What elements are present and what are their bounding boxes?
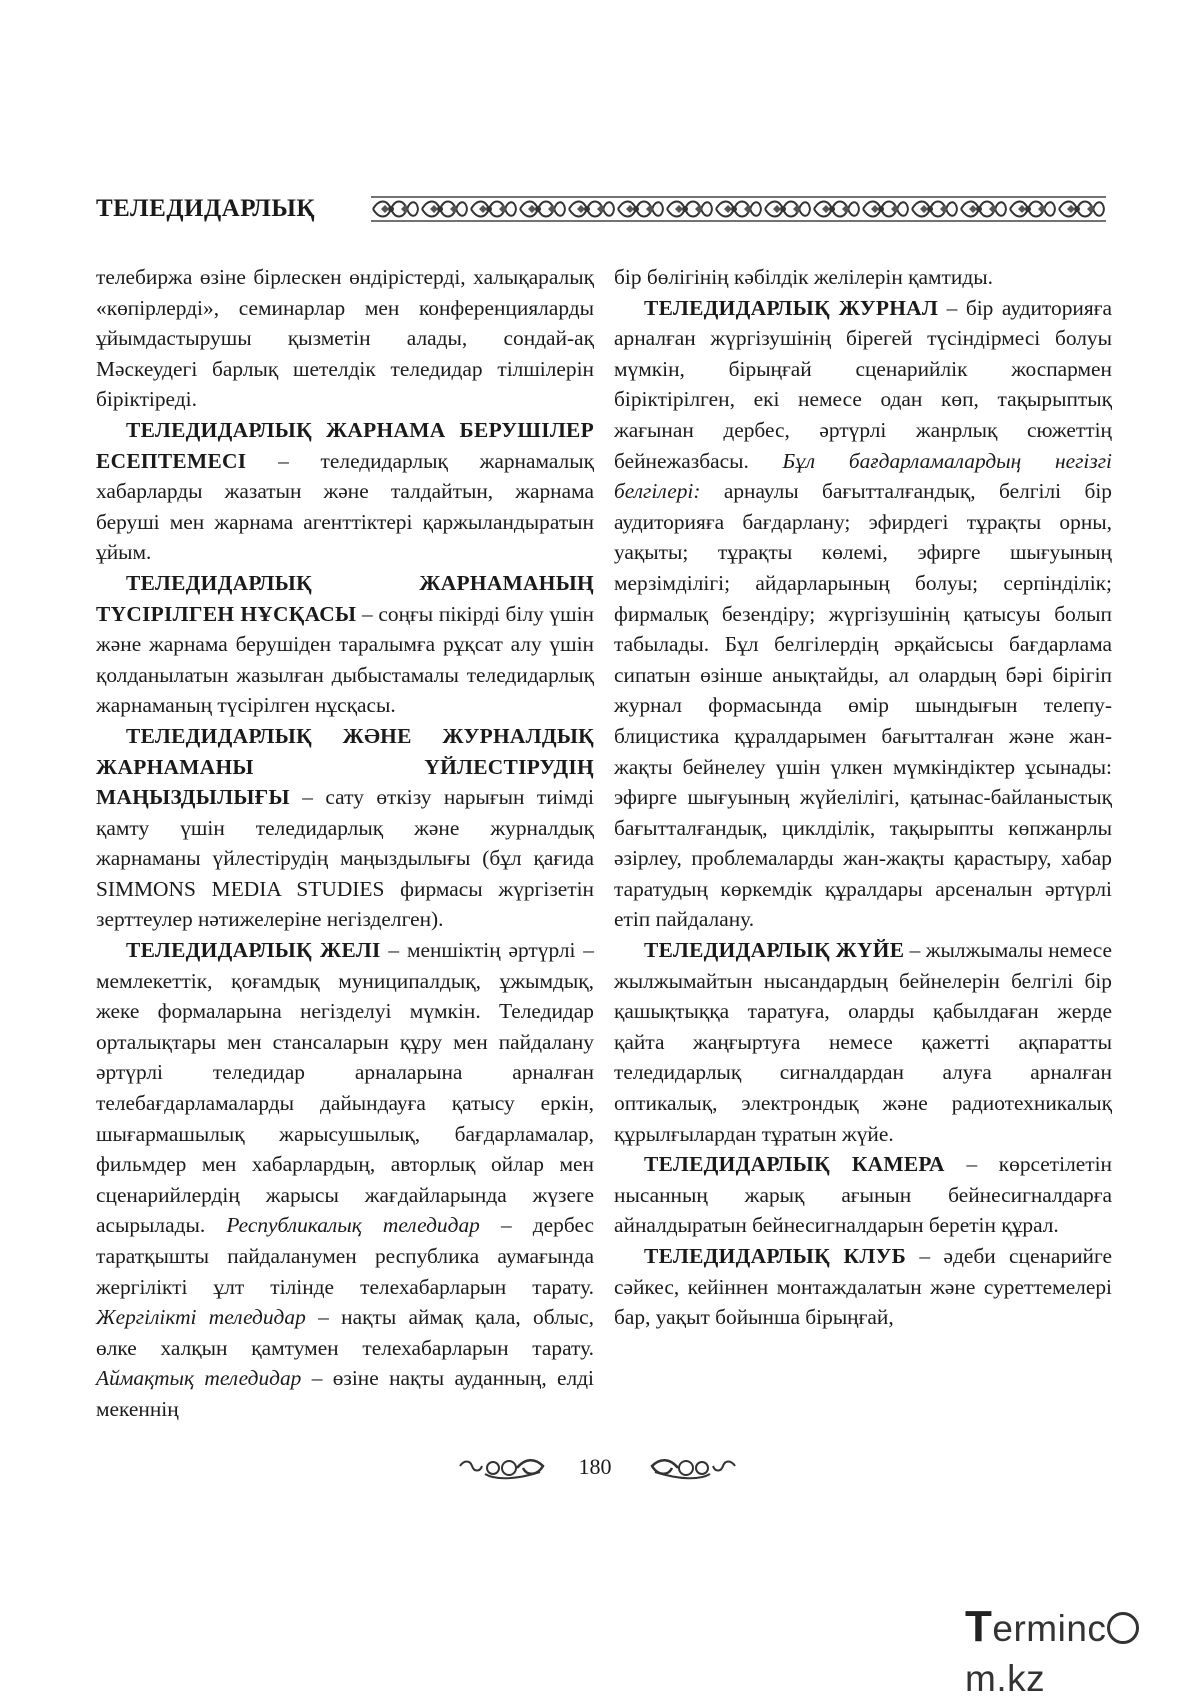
italic-subterm: Бұл бағдарламалардың негізгі белгілері: <box>614 448 1112 504</box>
running-header <box>96 192 1106 226</box>
italic-subterm: Жергілікті теледидар <box>96 1305 306 1330</box>
entry-paragraph: ТЕЛЕДИДАРЛЫҚ КЛУБ – әдеби сценарийге сәйкес, кейіннен монтаждалатын және суреттемелері бар, уақыт бойынша бірыңғай, <box>614 1244 1112 1330</box>
entry-paragraph: ТЕЛЕДИДАРЛЫҚ ЖАРНАМА БЕРУШІЛЕР ЕСЕПТЕМЕСІ – теледидарлық жарнамалық хабарларды жазатын және талдайтын, жарнама беруші мен жарнама агенттіктері қаржыландыратын ұйым. <box>96 417 594 565</box>
entry-paragraph: ТЕЛЕДИДАРЛЫҚ ЖУРНАЛ – бір аудиторияға арналған жүргізушінің бірегей түсіндірмесі болуы мүмкін, бірыңғай сценарийлік жоспармен біріктірілген, екі немесе одан көп, тақырыптық жағынан дербес, әртүрлі жанрлық сюжеттің бейнежазбасы. Бұл бағдарламалардың негізгі белгілері: арнаулы бағытталғандық, белгілі бір аудиторияға бағдарлану; эфирдегі тұрақты орны, уақыты; тұрақты көлемі, эфирге шығуының мерзімділігі; айдарларының болуы; серпінділік; фирмалық безендіру; жүргізушінің қатысуы болып табылады. Бұл белгілердің әрқайсысы бағдарлама сипатын өзінше анықтайды, ал олардың бәрі бірігіп журнал формасында өмір шындығын телепублицистика құралдарымен бағытталған және жан-жақты бейнелеу үшін үлкен мүмкіндіктер ұсынады: эфирге шығуының жүйелілігі, қатынас-байланыстық бағытталғандық, циклділік, тақырыпты көпжанрлы әзірлеу, проблемаларды жан-жақты қарастыру, хабар таратудың көркемдік құралдары арсеналын әртүрлі етіп пайдалану. <box>614 295 1112 932</box>
right-column <box>614 262 1112 1333</box>
entry-term: ТЕЛЕДИДАРЛЫҚ КЛУБ <box>644 1244 907 1268</box>
swirl-ornament-icon <box>455 1454 550 1482</box>
entry-paragraph: ТЕЛЕДИДАРЛЫҚ ЖАРНАМАНЫҢ ТҮСІРІЛГЕН НҰСҚАСЫ – соңғы пікірді білу үшін және жарнама берушіден таралымға рұқсат алу үшін қолданылатын жазылған дыбыстамалы теледидарлық жарнаманың түсірілген нұсқасы. <box>96 570 594 718</box>
entry-term: ТЕЛЕДИДАРЛЫҚ ЖУРНАЛ <box>644 295 939 320</box>
ornament-band-icon <box>371 196 1106 222</box>
italic-subterm: Республикалық теледидар <box>226 1213 480 1238</box>
entry-paragraph: ТЕЛЕДИДАРЛЫҚ ЖҮЙЕ – жылжымалы немесе жылжымайтын нысандардың бейнелерін белгілі бір қашықтыққа таратуға, оларды қабылдаған жерде қайта жаңғыртуға немесе қажетті ақпаратты теледидарлық сигналдардан алуға арналған оптикалық, электрондық және радиотехникалық құрылғылардан тұратын жүйе. <box>614 938 1112 1146</box>
paragraph: телебиржа өзіне бірлескен өндірістерді, халықаралық «көпірлерді», семинарлар мен конференцияларды ұйымдастырушы қызметін алады, сондай-ақ Мәскеудегі барлық шетелдік теледидар тілшілерін біріктіреді. <box>96 265 594 412</box>
entry-term: ТЕЛЕДИДАРЛЫҚ ЖАРНАМАНЫҢ ТҮСІРІЛГЕН НҰСҚАСЫ <box>96 570 594 626</box>
entry-term: ТЕЛЕДИДАРЛЫҚ КАМЕРА <box>644 1152 945 1177</box>
entry-term: ТЕЛЕДИДАРЛЫҚ ЖӘНЕ ЖУРНАЛДЫҚ ЖАРНАМАНЫ ҮЙЛЕСТІРУДІҢ МАҢЫЗДЫЛЫҒЫ <box>96 723 594 810</box>
entry-term: ТЕЛЕДИДАРЛЫҚ ЖАРНАМА БЕРУШІЛЕР ЕСЕПТЕМЕСІ <box>96 417 594 473</box>
site-watermark: Termincm.kz <box>965 1602 1180 1652</box>
paragraph: бір бөлігінің кәбілдік желілерін қамтиды. <box>614 265 993 289</box>
circle-o-icon <box>1107 1612 1139 1644</box>
page-footer <box>0 1450 1191 1490</box>
entry-paragraph: ТЕЛЕДИДАРЛЫҚ КАМЕРА – көрсетілетін нысанның жарық ағынын бейнесигналдарға айналдыратын бейнесигналдарын беретін құрал. <box>614 1152 1112 1238</box>
running-header-title: ТЕЛЕДИДАРЛЫҚ <box>96 195 316 222</box>
entry-paragraph: ТЕЛЕДИДАРЛЫҚ ЖЕЛІ – меншіктің әртүрлі – мемлекеттік, қоғамдық муниципалдық, ұжымдық, жеке формаларына негізделуі мүмкін. Теледидар орталықтары мен стансаларын құру мен пайдалану әртүрлі теледидар арналарына арналған телебағдарламаларды дайындауға қатысу еркін, шығармашылық жарысушылық, бағдарламалар, фильмдер мен хабарлардың, авторлық ойлар мен сценарийлердің жарысы жағдайларында жүзеге асырылады. Республикалық теледидар – дербес таратқышты пайдаланумен республика аумағында жергілікті ұлт тілінде телехабарларын тарату. Жергілікті теледидар – нақты аймақ қала, облыс, өлке халқын қамтумен телехабарларын тарату. Аймақтық теледидар – өзіне нақты ауданның, елді мекеннің <box>96 938 594 1421</box>
entry-term: ТЕЛЕДИДАРЛЫҚ ЖҮЙЕ <box>644 938 905 963</box>
swirl-ornament-icon <box>645 1454 740 1482</box>
entry-paragraph: ТЕЛЕДИДАРЛЫҚ ЖӘНЕ ЖУРНАЛДЫҚ ЖАРНАМАНЫ ҮЙЛЕСТІРУДІҢ МАҢЫЗДЫЛЫҒЫ – сату өткізу нарығын тиімді қамту үшін теледидарлық және журналдық жарнаманы үйлестірудің маңыздылығы (бұл қағида SIMMONS MEDIA STUDIES фирмасы жүргізетін зерттеулер нәтижелеріне негізделген). <box>96 723 594 932</box>
left-column <box>96 262 594 1425</box>
italic-subterm: Аймақтық теледидар <box>96 1366 302 1391</box>
page-number: 180 <box>578 1454 612 1479</box>
entry-term: ТЕЛЕДИДАРЛЫҚ ЖЕЛІ <box>126 938 381 963</box>
